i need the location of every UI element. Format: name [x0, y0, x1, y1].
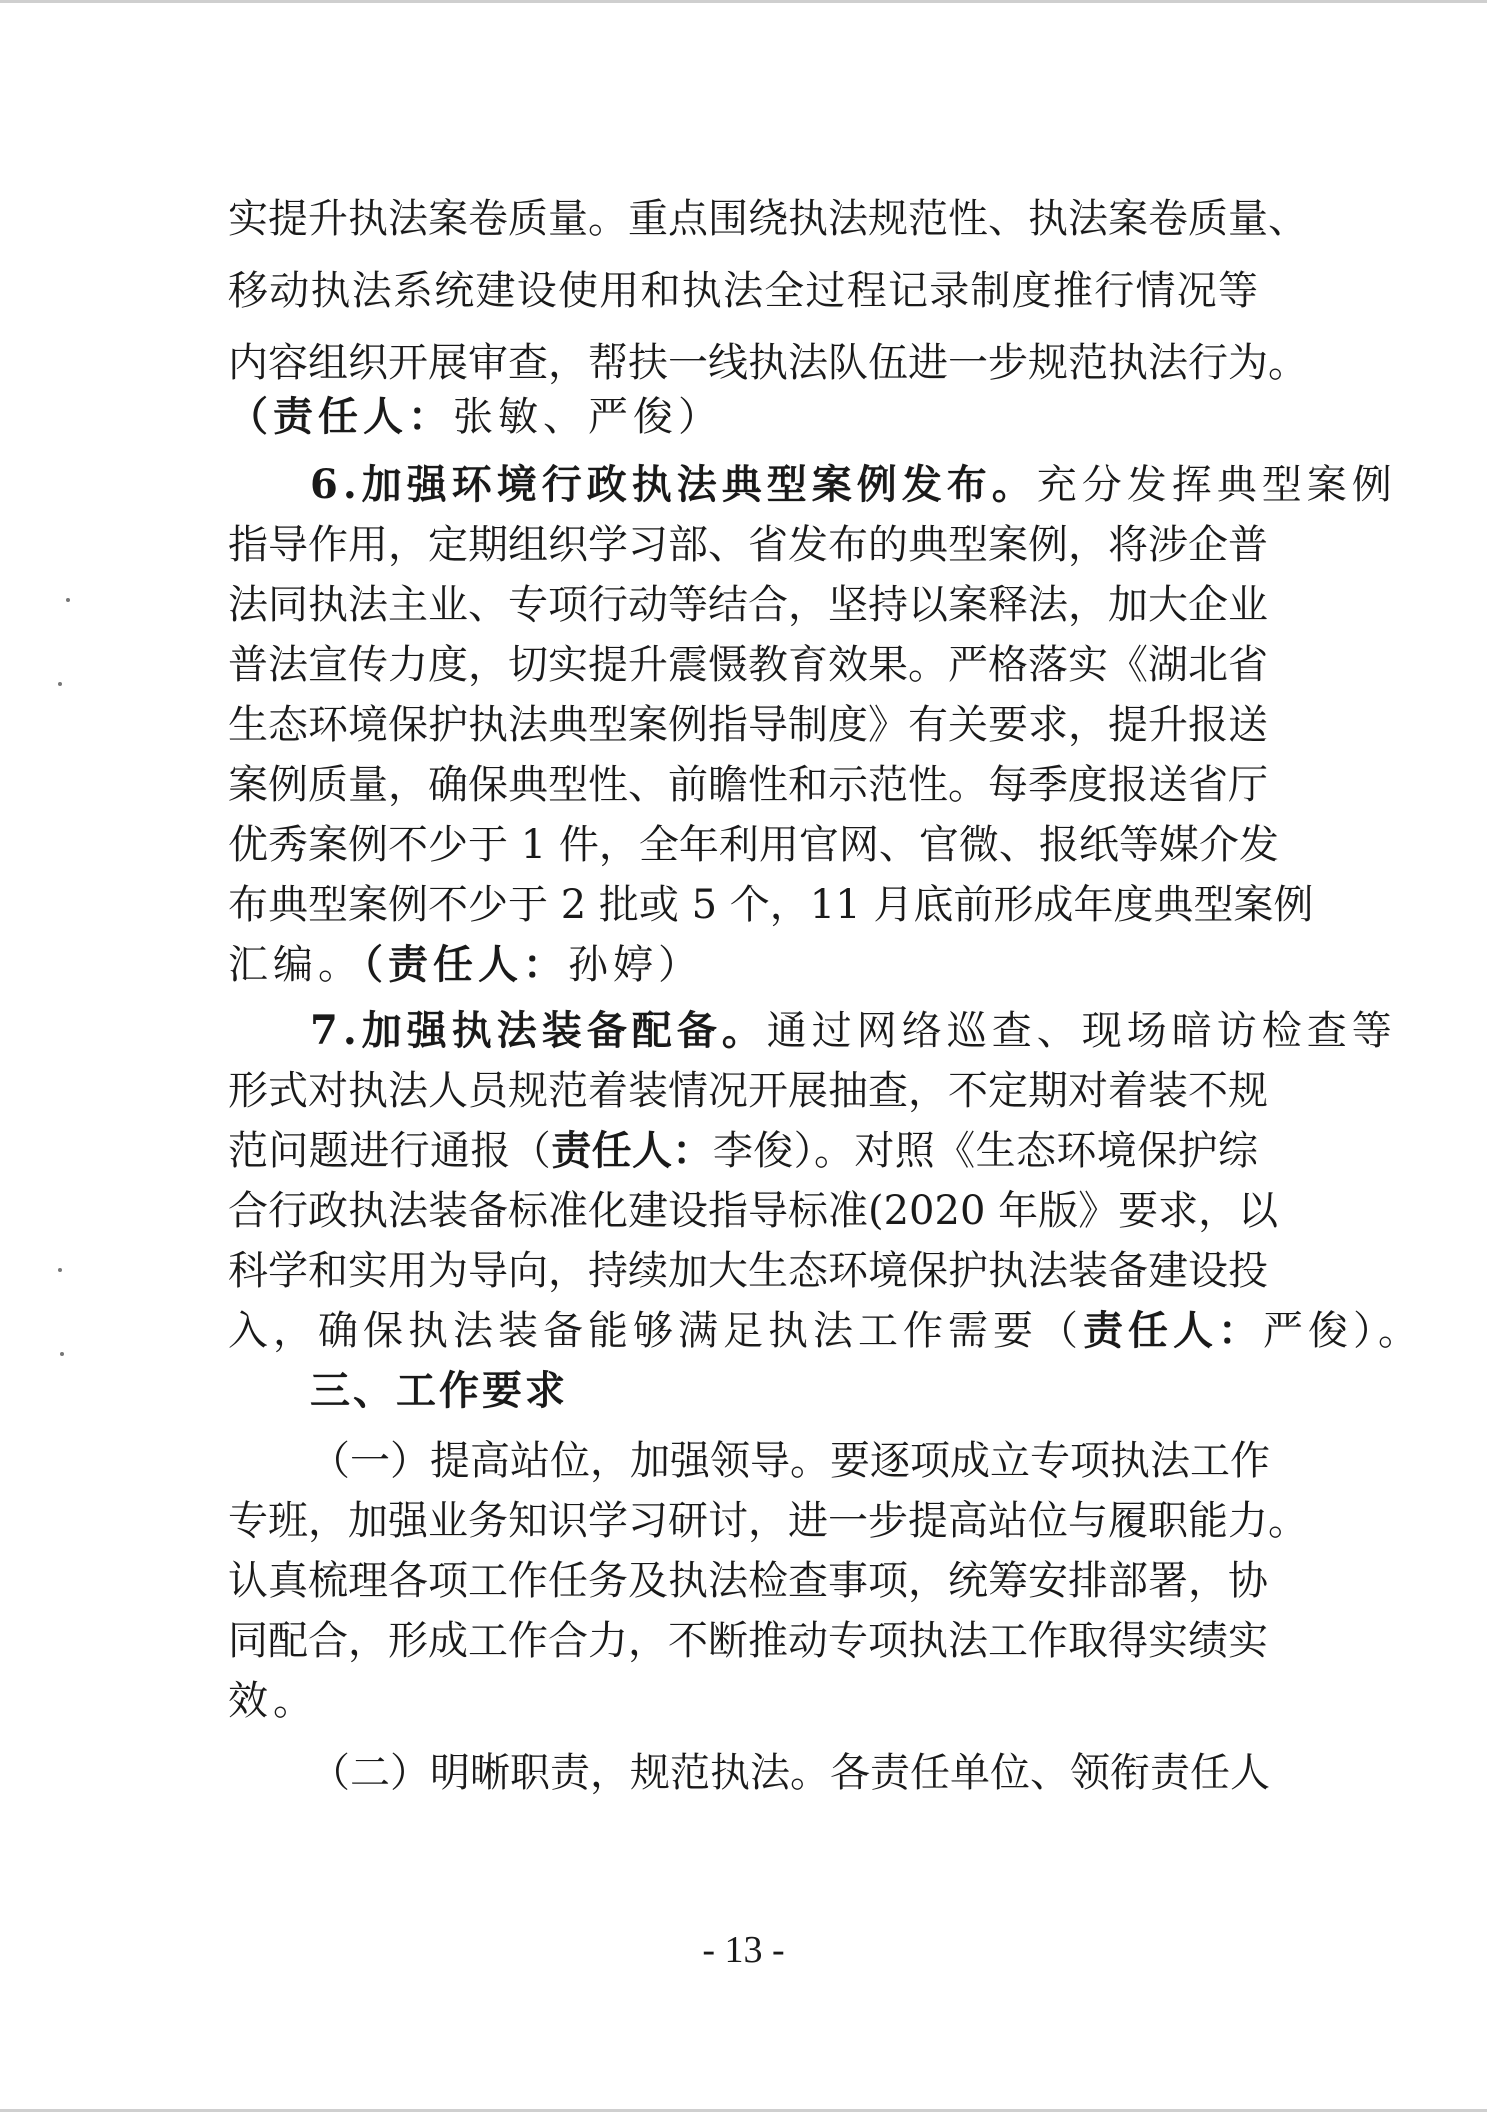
item-6-title: 6.加强环境行政执法典型案例发布。 [310, 461, 1037, 508]
scan-speck [58, 682, 62, 686]
text-line-21: （一）提高站位，加强领导。要逐项成立专项执法工作 [310, 1438, 1270, 1484]
text-line-13: 汇编。（责任人：孙婷） [228, 941, 703, 988]
text-line-26: （二）明晰职责，规范执法。各责任单位、领衔责任人 [310, 1750, 1270, 1796]
scan-edge-top [0, 0, 1487, 3]
text-line-1: 实提升执法案卷质量。重点围绕执法规范性、执法案卷质量、 [228, 196, 1308, 242]
item-7-title: 7.加强执法装备配备。 [310, 1007, 767, 1054]
page-number: - 13 - [702, 1929, 785, 1971]
text-line-10: 案例质量，确保典型性、前瞻性和示范性。每季度报送省厅 [228, 762, 1268, 808]
item-7-heading-line [310, 1002, 1397, 1060]
text-line-9: 生态环境保护执法典型案例指导制度》有关要求，提升报送 [228, 702, 1268, 748]
responsible-names: 孙婷） [568, 942, 703, 988]
text-line-3: 内容组织开展审查，帮扶一线执法队伍进一步规范执法行为。 [228, 340, 1308, 386]
text-line-12: 布典型案例不少于 2 批或 5 个，11 月底前形成年度典型案例 [228, 882, 1314, 928]
item-7-text: 通过网络巡查、现场暗访检查等 [766, 1008, 1397, 1054]
scan-speck [66, 598, 70, 602]
item-6-text: 充分发挥典型案例 [1036, 462, 1397, 508]
responsible-label: （责任人： [228, 393, 453, 440]
text-line-24: 同配合，形成工作合力，不断推动专项执法工作取得实绩实 [228, 1618, 1268, 1664]
responsible-label: 责任人： [1083, 1307, 1263, 1354]
text-line-11: 优秀案例不少于 1 件，全年利用官网、官微、报纸等媒介发 [228, 822, 1279, 868]
text-line-19: 入，确保执法装备能够满足执法工作需要（责任人：严俊）。 [228, 1307, 1423, 1354]
text-line-17: 合行政执法装备标准化建设指导标准(2020 年版》要求，以 [228, 1188, 1279, 1234]
scan-speck [60, 1352, 64, 1356]
text-line-22: 专班，加强业务知识学习研讨，进一步提高站位与履职能力。 [228, 1498, 1308, 1544]
text-line-8: 普法宣传力度，切实提升震慑教育效果。严格落实《湖北省 [228, 642, 1268, 688]
text-line-23: 认真梳理各项工作任务及执法检查事项，统筹安排部署，协 [228, 1558, 1268, 1604]
text-line-2: 移动执法系统建设使用和执法全过程记录制度推行情况等 [228, 268, 1258, 314]
text-line-25: 效。 [228, 1678, 318, 1724]
text-line-16: 范问题进行通报（责任人：李俊）。对照《生态环境保护综 [228, 1127, 1259, 1174]
scan-speck [58, 1268, 62, 1272]
responsible-names: 张敏、严俊） [453, 394, 723, 440]
text-line-6: 指导作用，定期组织学习部、省发布的典型案例，将涉企普 [228, 522, 1268, 568]
section-3-heading: 三、工作要求 [310, 1368, 568, 1414]
responsible-label: 责任人： [551, 1127, 713, 1174]
text-line-15: 形式对执法人员规范着装情况开展抽查，不定期对着装不规 [228, 1068, 1268, 1114]
item-6-heading-line [310, 456, 1397, 514]
text-line-7: 法同执法主业、专项行动等结合，坚持以案释法，加大企业 [228, 582, 1268, 628]
responsible-label: （责任人： [363, 941, 568, 988]
text-line-4 [228, 388, 1258, 446]
text-line-18: 科学和实用为导向，持续加大生态环境保护执法装备建设投 [228, 1248, 1268, 1294]
